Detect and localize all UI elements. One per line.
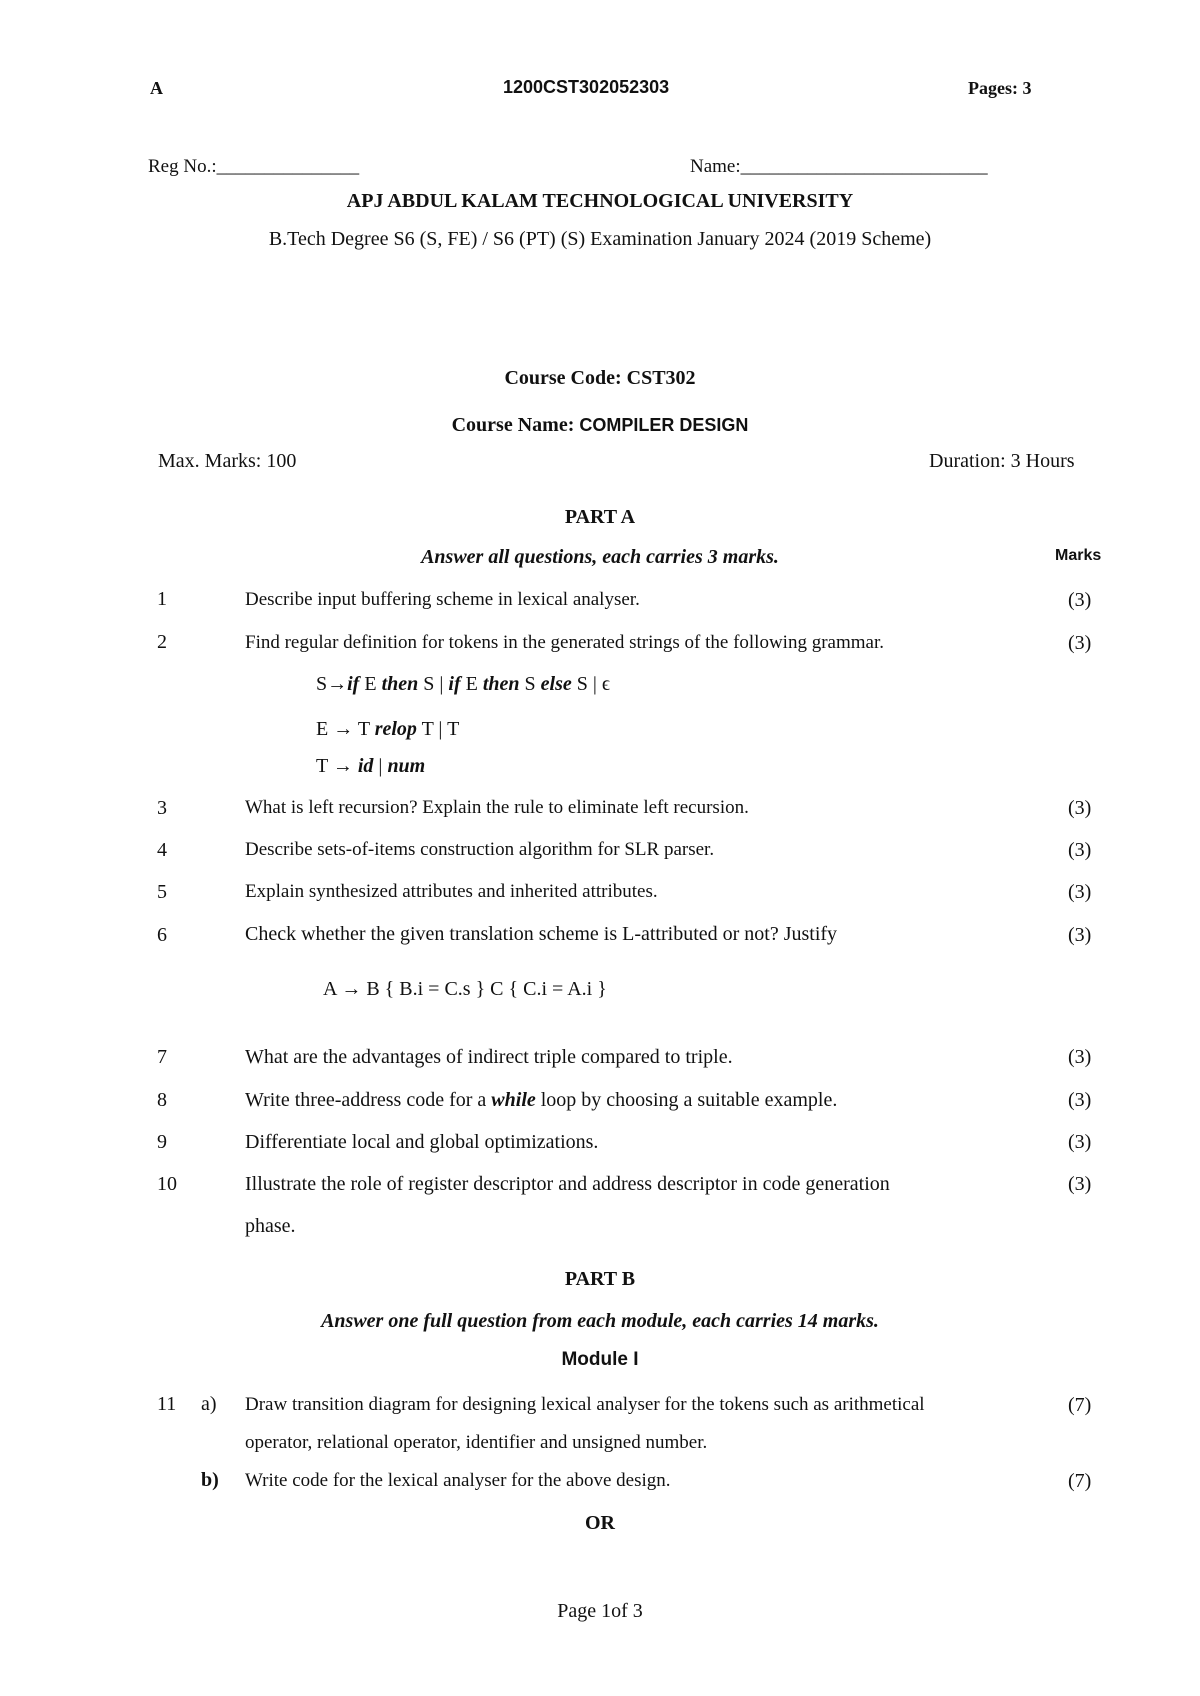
question-marks: (3) <box>1068 924 1092 946</box>
max-marks: Max. Marks: 100 <box>158 450 297 472</box>
question-text: What is left recursion? Explain the rule to eliminate left recursion. <box>245 797 749 818</box>
question-text: Draw transition diagram for designing lexical analyser for the tokens such as arithmetical <box>245 1394 925 1415</box>
page-count: Pages: 3 <box>968 78 1032 98</box>
question-number: 6 <box>157 924 167 946</box>
reg-no-field: Reg No.:_______________ <box>148 156 360 177</box>
question-text: Check whether the given translation scheme is L-attributed or not? Justify <box>245 923 838 945</box>
question-marks: (3) <box>1068 1173 1092 1195</box>
question-text: Explain synthesized attributes and inherited attributes. <box>245 881 658 902</box>
question-number: 4 <box>157 839 167 861</box>
question-marks: (7) <box>1068 1394 1092 1416</box>
course-code: Course Code: CST302 <box>504 367 696 389</box>
question-number: 7 <box>157 1046 167 1068</box>
part-b-title: PART B <box>564 1268 636 1290</box>
question-number: 11 <box>157 1393 177 1415</box>
university-title: APJ ABDUL KALAM TECHNOLOGICAL UNIVERSITY <box>346 190 854 212</box>
question-number: 8 <box>157 1089 167 1111</box>
module-title: Module I <box>561 1349 639 1370</box>
question-marks: (3) <box>1068 1046 1092 1068</box>
exam-title: B.Tech Degree S6 (S, FE) / S6 (PT) (S) Examination January 2024 (2019 Scheme) <box>268 228 932 250</box>
question-marks: (3) <box>1068 632 1092 654</box>
question-number: 10 <box>157 1173 177 1195</box>
part-a-instruction: Answer all questions, each carries 3 marks. <box>421 546 779 568</box>
part-a-title: PART A <box>564 506 636 528</box>
part-b-instruction: Answer one full question from each module, each carries 14 marks. <box>321 1310 879 1332</box>
course-name <box>0 414 1200 437</box>
paper-code: 1200CST302052303 <box>503 77 670 97</box>
question-text: What are the advantages of indirect triple compared to triple. <box>245 1046 733 1068</box>
question-marks: (3) <box>1068 881 1092 903</box>
question-number: 5 <box>157 881 167 903</box>
series-label: A <box>150 78 163 98</box>
question-text: Differentiate local and global optimizations. <box>245 1131 599 1153</box>
question-number: 3 <box>157 797 167 819</box>
question-marks: (3) <box>1068 1089 1092 1111</box>
question-text: Describe sets-of-items construction algorithm for SLR parser. <box>245 839 715 860</box>
question-text: Illustrate the role of register descriptor and address descriptor in code generation <box>245 1173 890 1195</box>
question-text-continued: operator, relational operator, identifier and unsigned number. <box>245 1432 708 1453</box>
question-marks: (3) <box>1068 797 1092 819</box>
grammar-rule-s: S→if E then S | if E then S else S | ϵ <box>316 673 610 695</box>
question-marks: (7) <box>1068 1470 1092 1492</box>
course-name-label: Course Name: <box>451 414 580 436</box>
question-text: Find regular definition for tokens in the generated strings of the following grammar. <box>245 632 884 653</box>
question-text: Write code for the lexical analyser for the above design. <box>245 1470 671 1491</box>
grammar-rule-e: E → T relop T | T <box>316 718 460 740</box>
question-number: 9 <box>157 1131 167 1153</box>
question-text: Write three-address code for a while loop by choosing a suitable example. <box>245 1089 838 1111</box>
question-marks: (3) <box>1068 1131 1092 1153</box>
course-name-value: COMPILER DESIGN <box>579 415 749 435</box>
question-marks: (3) <box>1068 589 1092 611</box>
translation-scheme: A → B { B.i = C.s } C { C.i = A.i } <box>323 978 607 1000</box>
question-number: 2 <box>157 631 167 653</box>
subquestion-label: b) <box>201 1469 219 1491</box>
page-footer: Page 1of 3 <box>557 1600 643 1622</box>
question-text: Describe input buffering scheme in lexical analyser. <box>245 589 640 610</box>
name-field: Name:__________________________ <box>690 156 988 177</box>
duration: Duration: 3 Hours <box>929 450 1075 472</box>
question-marks: (3) <box>1068 839 1092 861</box>
grammar-rule-t: T → id | num <box>316 755 426 777</box>
or-separator: OR <box>585 1512 615 1534</box>
marks-column-header: Marks <box>1055 547 1102 564</box>
question-number: 1 <box>157 588 167 610</box>
subquestion-label: a) <box>201 1393 217 1415</box>
question-text-continued: phase. <box>245 1215 296 1237</box>
